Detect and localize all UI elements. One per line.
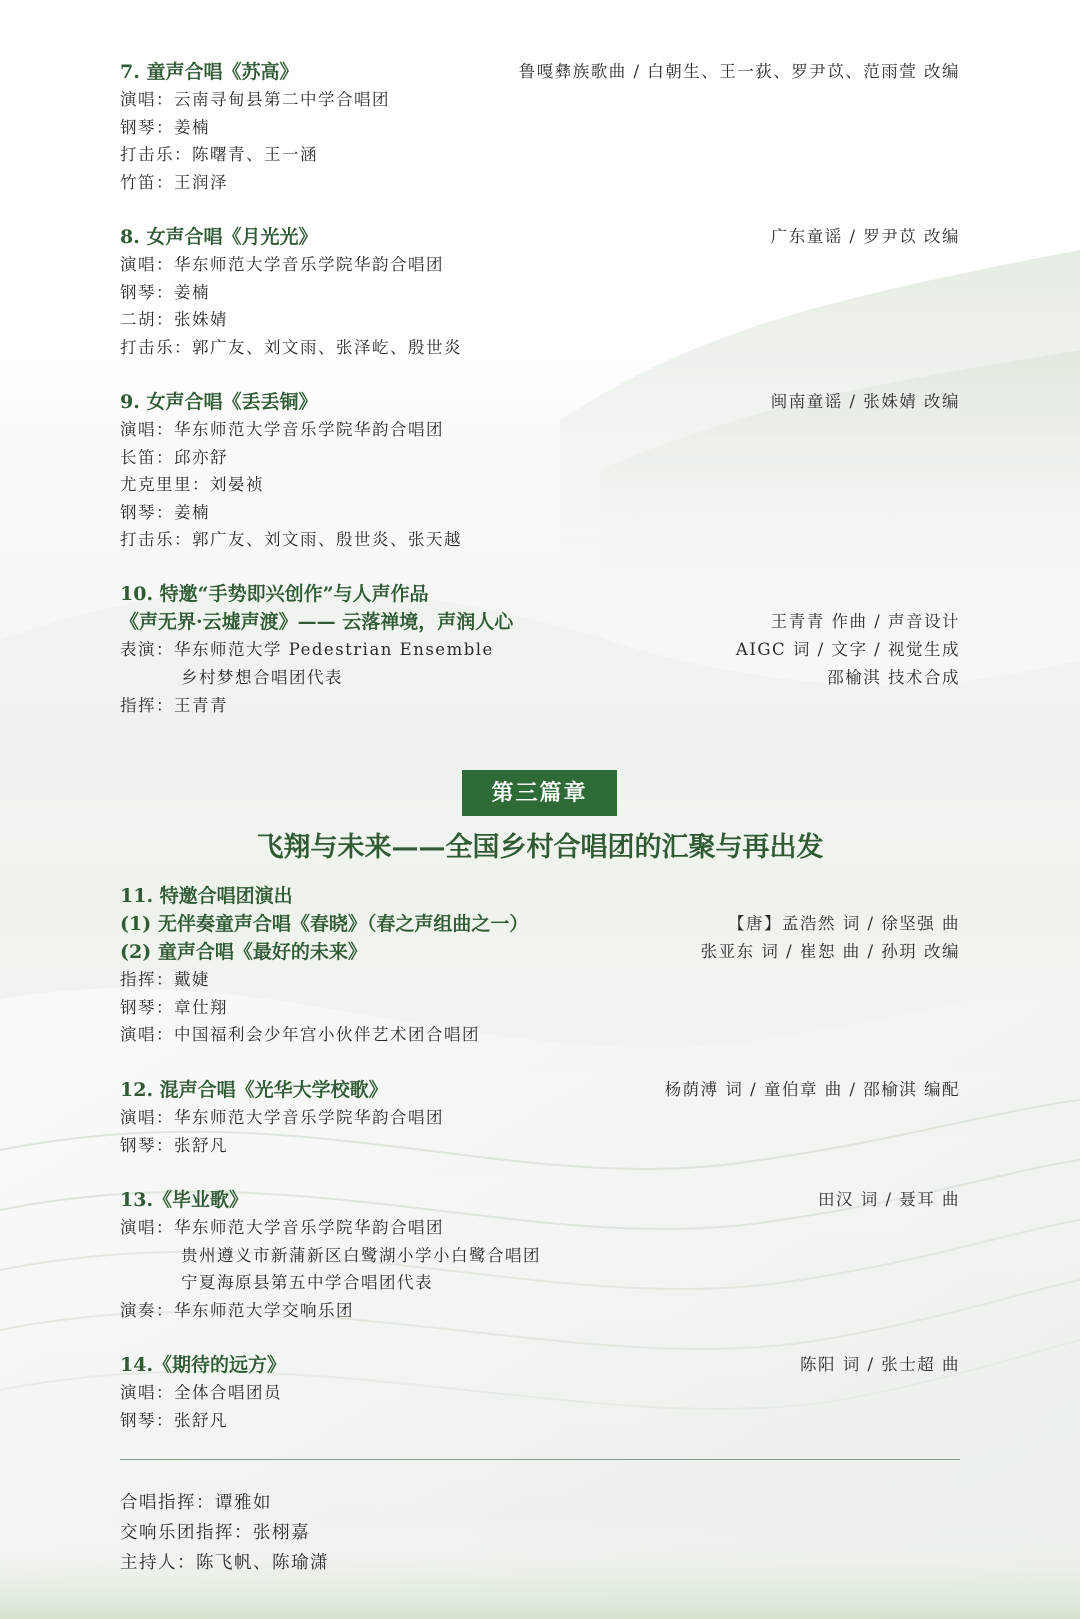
performer-line: 演唱：华东师范大学音乐学院华韵合唱团 [120,1108,444,1127]
item-credit: 田汉 词 / 聂耳 曲 [817,1190,960,1209]
item-title: 13.《毕业歌》 [120,1189,249,1211]
item-subtitle: 《声无界·云墟声渡》—— 云落禅境，声润人心 [120,611,514,633]
item-title: 10. 特邀“手势即兴创作”与人声作品 [120,583,429,605]
footer-line: 交响乐团指挥：张栩嘉 [120,1523,310,1543]
performer-line: 演唱：华东师范大学音乐学院华韵合唱团 [120,420,444,439]
performer-line: 打击乐：陈曙青、王一涵 [120,145,318,164]
item-title: 8. 女声合唱《月光光》 [120,226,318,248]
item-title: 7. 童声合唱《苏高》 [120,61,299,83]
performer-line: 钢琴：张舒凡 [120,1410,228,1430]
item-credit: 鲁嘎彝族歌曲 / 白朝生、王一荻、罗尹苡、范雨萱 改编 [518,62,960,81]
item-credit: 【唐】孟浩然 词 / 徐坚强 曲 [727,914,960,933]
footer-line: 合唱指挥：谭雅如 [120,1493,272,1513]
item-credit: 张亚东 词 / 崔恕 曲 / 孙玥 改编 [700,942,960,961]
performer-line: 钢琴：姜楠 [120,117,210,137]
performer-line: 演唱：华东师范大学音乐学院华韵合唱团 [120,255,444,274]
program-item-14 [120,1351,960,1434]
footer-line: 主持人：陈飞帆、陈瑜潇 [120,1553,329,1573]
performer-line: 长笛：邱亦舒 [120,447,228,467]
item-subtitle: (2) 童声合唱《最好的未来》 [120,941,367,963]
performer-line: 钢琴：章仕翔 [120,997,228,1017]
performer-line: 二胡：张姝婧 [120,310,228,329]
performer-line: 尤克里里：刘晏祯 [120,475,264,494]
program-item-12 [120,1076,960,1159]
item-credit: 广东童谣 / 罗尹苡 改编 [770,227,960,246]
item-credit: 杨荫溥 词 / 童伯章 曲 / 邵榆淇 编配 [664,1080,960,1099]
performer-line: 乡村梦想合唱团代表 [181,668,343,687]
section-banner: 第三篇章 [462,770,617,816]
performer-line: 打击乐：郭广友、刘文雨、殷世炎、张天越 [120,530,462,549]
section-subtitle: 飞翔与未来——全国乡村合唱团的汇聚与再出发 [256,832,824,863]
program-item-7 [120,58,960,196]
performer-line: 演奏：华东师范大学交响乐团 [120,1300,354,1320]
performer-line: 指挥：王青青 [120,696,228,715]
item-title: 12. 混声合唱《光华大学校歌》 [120,1079,388,1101]
performer-line: 演唱：中国福利会少年宫小伙伴艺术团合唱团 [120,1025,480,1044]
program-item-11 [120,882,960,1049]
performer-line: 表演：华东师范大学 Pedestrian Ensemble [120,640,494,659]
performer-line: 演唱：云南寻甸县第二中学合唱团 [120,90,390,109]
item-subtitle: (1) 无伴奏童声合唱《春晓》（春之声组曲之一） [120,913,529,935]
performer-line: 演唱：华东师范大学音乐学院华韵合唱团 [120,1218,444,1237]
performer-line: 宁夏海原县第五中学合唱团代表 [181,1273,433,1292]
program-item-8 [120,223,960,361]
performer-line: 钢琴：姜楠 [120,502,210,522]
item-credit: 邵榆淇 技术合成 [827,668,960,687]
item-credit: 陈阳 词 / 张士超 曲 [799,1355,960,1374]
divider [120,1459,960,1460]
item-title: 14.《期待的远方》 [120,1354,287,1376]
performer-line: 钢琴：张舒凡 [120,1135,228,1155]
program-item-13 [120,1186,960,1324]
item-credit: 闽南童谣 / 张姝婧 改编 [770,392,960,411]
program-item-10 [120,580,960,720]
item-title: 11. 特邀合唱团演出 [120,885,293,907]
performer-line: 钢琴：姜楠 [120,282,210,302]
performer-line: 竹笛：王润泽 [120,172,228,192]
item-title: 9. 女声合唱《丢丢铜》 [120,391,318,413]
item-credit: 王青青 作曲 / 声音设计 [770,612,960,631]
program-item-9 [120,388,960,554]
performer-line: 指挥：戴婕 [120,970,210,989]
footer-credits [120,1488,329,1578]
performer-line: 打击乐：郭广友、刘文雨、张泽屹、殷世炎 [120,337,462,357]
performer-line: 演唱：全体合唱团员 [120,1383,282,1402]
item-credit: AIGC 词 / 文字 / 视觉生成 [735,640,960,659]
performer-line: 贵州遵义市新蒲新区白鹭湖小学小白鹭合唱团 [181,1245,541,1265]
